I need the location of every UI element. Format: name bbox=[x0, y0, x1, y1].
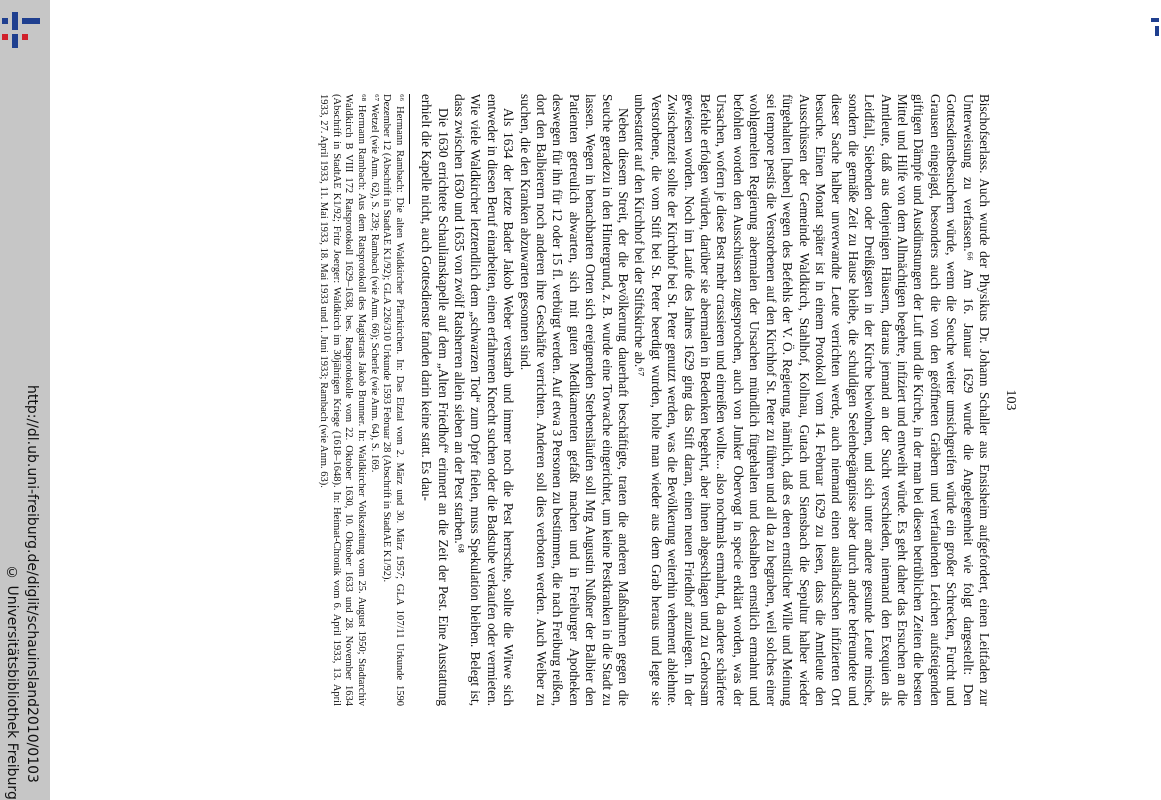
paragraph-3: Als 1634 der letzte Bader Jakob Weber verstarb und immer noch die Pest herrschte, sollte die Witwe sich entweder in diesen Beruf einarbeiten, einen erfahrenen Knecht suchen oder die Badstube verkaufen oder vermieten. Wie viele Waldkircher letztendlich dem „schwarzen Tod“ zum Opfer fielen, muss Spekulation bleiben. Belegt ist, dass zwischen 1630 und 1635 von zwölf Ratsherren allein sieben an der Pest starben.⁶⁸ bbox=[452, 94, 517, 706]
edge-logo-icon bbox=[1149, 16, 1161, 38]
footnotes bbox=[317, 94, 405, 706]
page-content bbox=[168, 94, 1018, 706]
paragraph-4: Die 1630 errichtete Schaulianskapelle auf dem „Alten Friedhof“ erinnert an die Zeit der Pest. Eine Ausstattung erhielt die Kapelle nicht, auch Gottesdienste fanden darin keine statt. Es dau- bbox=[419, 94, 451, 706]
viewer-sidebar bbox=[0, 0, 50, 800]
paragraph-1: Bischofserlass. Auch wurde der Physikus Dr. Johann Schaller aus Ensisheim aufgefordert, einen Leitfaden zur Unterweisung zu verfassen.⁶⁶ Am 16. Januar 1629 wurde die Angelegenheit wie folgt dargestellt: Den Gottesdienstbesuchern würde, wenn die Seuche weiter umsichgreifen würde ein großer Schrecken, Furcht und Grausen eingejagd, besonders auch die von den geöffneten Gräbern und verfaulenden Leichen aufsteigenden giftigen Dämpfe und Ausdünstungen der Luft und die Kirche, in der man bei diesen betrüblichen Zeiten die besten Mittel und Hilfe von dem Allmächtigen begehre, infiziert und entweiht würde. Es geht daher das Ersuchen an die Amtleute, daß aus denjenigen Häusern, daraus jemand an der Sucht verschieden, niemand den Exequien als Leidfall, Siebenden oder Dreißigsten in der Kirche beiwohnen, und sich unter andere gesunde Leute mische, sondern die gemäße Zeit zu Hause bleibe, die schuldigen Seelenbegängnisse aber durch andere befreundete und dieser Sache halber unverwandte Leute verrichten werde, auch niemand einen ausländischen infizierten Ort besuche. Einen Monat später ist in einem Protokoll vom 14. Februar 1629 zu lesen, dass die Amtleute den Ausschüssen der Gemeinde Waldkirch, Stahlhof, Kollnau, Gutach und Siensbach die Sepultur halber wieder fürgehalten [haben] wegen des Befehls der V. Ö. Regierung, nämlich, daß es deren ernstlicher Wille und Meinung sei tempore pestis die Verstorbenen auf den Kirchhof St. Peter zu führen und all da zu begraben, weil solches einer wohlgemelten Regierung abermalen der Ursachen mündlich fürgehalten und deshalben ernstlich ermahnt und befohlen worden den Ausschüssen zugesprochen, auch von Junker Obervogt in specie erklärt worden, was der Ursachen, wofern je diese Best mehr crassieren und einreißen wollte... also nochmals ermahnt, da andere schärfere Befehle erfolgen würden, darüber sie abermalen in Bedenken begehrt, aber ihnen abgeschlagen und zu Gehorsam gewiesen worden. Noch im Laufe des Jahres 1629 ging das Stift daran, einen neuen Friedhof anzulegen. In der Zwischenzeit sollte der Kirchhof bei St. Peter genutzt werden, was die Bevölkerung weiterhin vehement ablehnte. Verstorbene, die vom Stift bei St. Peter beerdigt wurden, holte man wieder aus dem Grab heraus und legte sie unbestattet auf den Kirchhof bei der Stiftskirche ab.⁶⁷ bbox=[632, 94, 992, 706]
source-url[interactable]: http://dl.ub.uni-freiburg.de/diglit/schauinsland2010/0103 bbox=[24, 385, 40, 783]
footnote-67: ⁶⁷ Wetzel (wie Anm. 62), S. 239; Rambach (wie Anm. 66); Scherle (wie Anm. 64), S. 169. bbox=[368, 94, 380, 473]
scanned-page bbox=[168, 94, 1018, 706]
footnote-divider bbox=[409, 94, 410, 204]
body-text bbox=[317, 94, 992, 706]
footnote-68: ⁶⁸ Hermann Rambach: Aus dem Ratsprotokoll des Magistrats Jakob Brunner. In: Waldkircher Volkszeitung vom 25. August 1950; Stadtarchiv Waldkirch B VIII 172 Ratsprotokoll 1629–1638, bes. Ratsprotokolle vom 22. Oktober 1630, 10. Oktober 1633 und 28. November 1634 (Abschrift in StadtAE K1/92; Fritz Joerger: Waldkirch im 30jährigen Kriege (1618–1648). In: Heimat-Chronik vom 6. April 1933, 13. April 1933, 27. April 1933, 11. Mai 1933, 18. Mai 1933 und 1. Juni 1933; Rambach (wie Anm. 63). bbox=[318, 94, 367, 706]
footnote-66: ⁶⁶ Hermann Rambach: Die alten Waldkircher Pfarrkirchen. In: Das Elztal vom 2. März und 30. März 1957; GLA 107/11 Urkunde 1590 Dezember 12 (Abschrift in StadtAE K1/92); GLA 226/310 Urkunde 1593 Februar 28 (Abschrift in StadtAE K1/92). bbox=[381, 94, 405, 706]
paragraph-2: Neben diesem Streit, der die Bevölkerung dauerhaft beschäftigte, traten die anderen Maßnahmen gegen die Seuche geradezu in den Hintergrund, z. B. wurde eine Torwache eingerichtet, um keine Pestkranken in die Stadt zu lassen. Wegen in benachbarten Orten sich ereignenden Sterbensläufen soll Mrg Augustin Nußner der Balbier den Patienten getreulich abwarten, sich mit guten Medikamenten gefaßt machen und in Freiburger Apotheken deswegen für ihn für 12 oder 15 fl. verbürgt werden. Auf etwa 3 Personen zu bestimmen, die nach Freiburg reißen, dort den Balbierern noch anderen ihre Geschäfte verrichten. Anderen soll dies verboten werden. Auch Weiber zu suchen, die den Kranken abzuwarten gesonnen sind. bbox=[517, 94, 632, 706]
copyright-notice: © Universitätsbibliothek Freiburg bbox=[4, 565, 20, 800]
page-number: 103 bbox=[1003, 389, 1018, 411]
